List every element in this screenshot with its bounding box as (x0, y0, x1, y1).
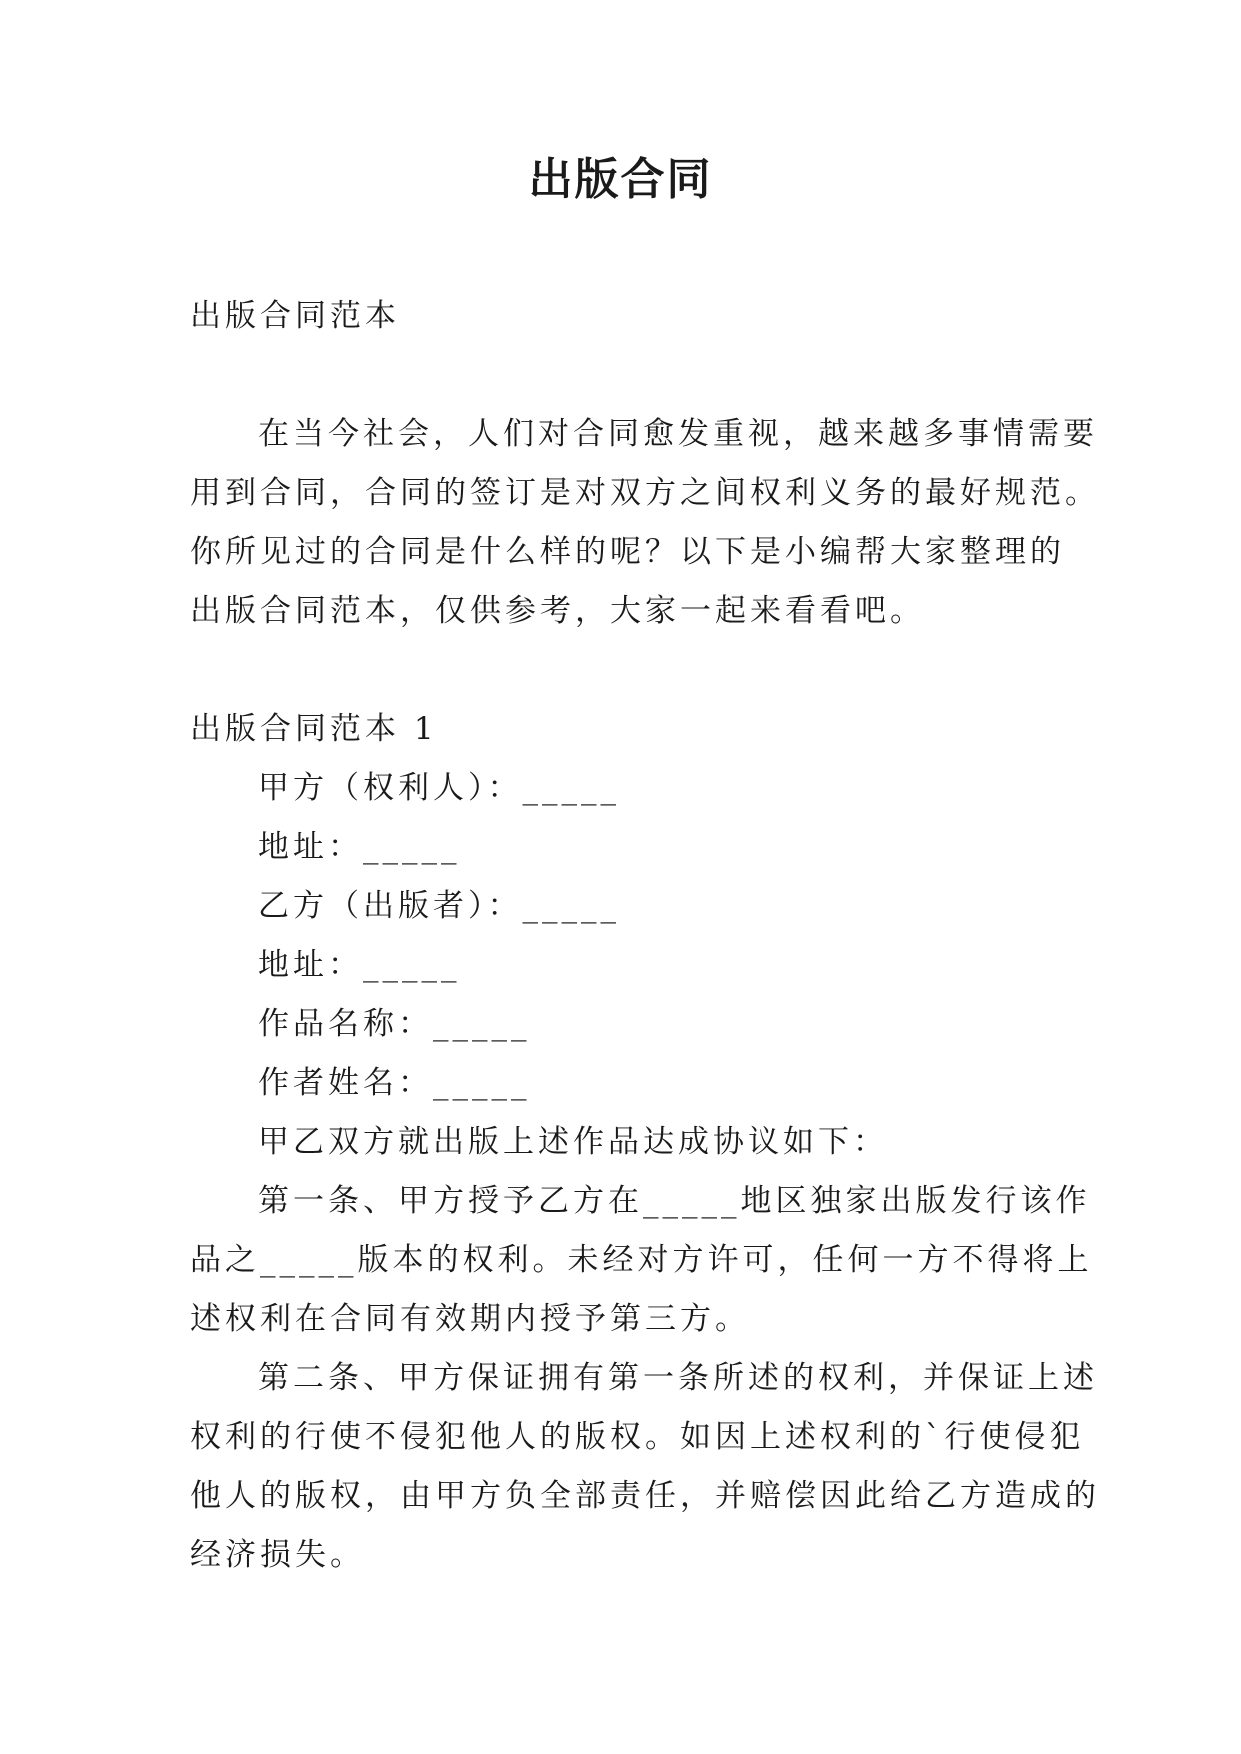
document-title: 出版合同 (528, 154, 713, 205)
intro-line: 出版合同范本，仅供参考，大家一起来看看吧。 (190, 593, 925, 629)
intro-paragraph (190, 405, 1100, 641)
article-line: 品之_____版本的权利。未经对方许可，任何一方不得将上 (190, 1242, 1093, 1278)
spacer (190, 346, 1060, 405)
intro-line: 你所见过的合同是什么样的呢？以下是小编帮大家整理的 (190, 534, 1065, 570)
article-2 (190, 1349, 1100, 1585)
article-line: 述权利在合同有效期内授予第三方。 (190, 1301, 750, 1337)
field-address-a: 地址：_____ (258, 829, 461, 865)
article-line: 第一条、甲方授予乙方在_____地区独家出版发行该作 (258, 1183, 1091, 1219)
field-party-b: 乙方（出版者）：_____ (258, 888, 620, 924)
article-line: 他人的版权，由甲方负全部责任，并赔偿因此给乙方造成的 (190, 1478, 1100, 1514)
agreement-intro: 甲乙双方就出版上述作品达成协议如下： (258, 1124, 888, 1160)
party-fields (190, 759, 1060, 1113)
spacer (190, 641, 1060, 700)
document-subtitle: 出版合同范本 (190, 298, 400, 334)
intro-line: 用到合同，合同的签订是对双方之间权利义务的最好规范。 (190, 475, 1100, 511)
field-address-b: 地址：_____ (258, 947, 461, 983)
article-line: 第二条、甲方保证拥有第一条所述的权利，并保证上述 (258, 1360, 1098, 1396)
intro-line: 在当今社会，人们对合同愈发重视，越来越多事情需要 (258, 416, 1098, 452)
field-author-name: 作者姓名：_____ (258, 1065, 531, 1101)
article-line: 经济损失。 (190, 1537, 365, 1573)
field-work-title: 作品名称：_____ (258, 1006, 531, 1042)
section-heading: 出版合同范本 1 (190, 711, 438, 747)
article-line: 权利的行使不侵犯他人的版权。如因上述权利的`行使侵犯 (190, 1419, 1085, 1455)
article-1 (190, 1172, 1093, 1349)
field-party-a: 甲方（权利人）：_____ (258, 770, 620, 806)
document-body (190, 287, 1100, 1585)
